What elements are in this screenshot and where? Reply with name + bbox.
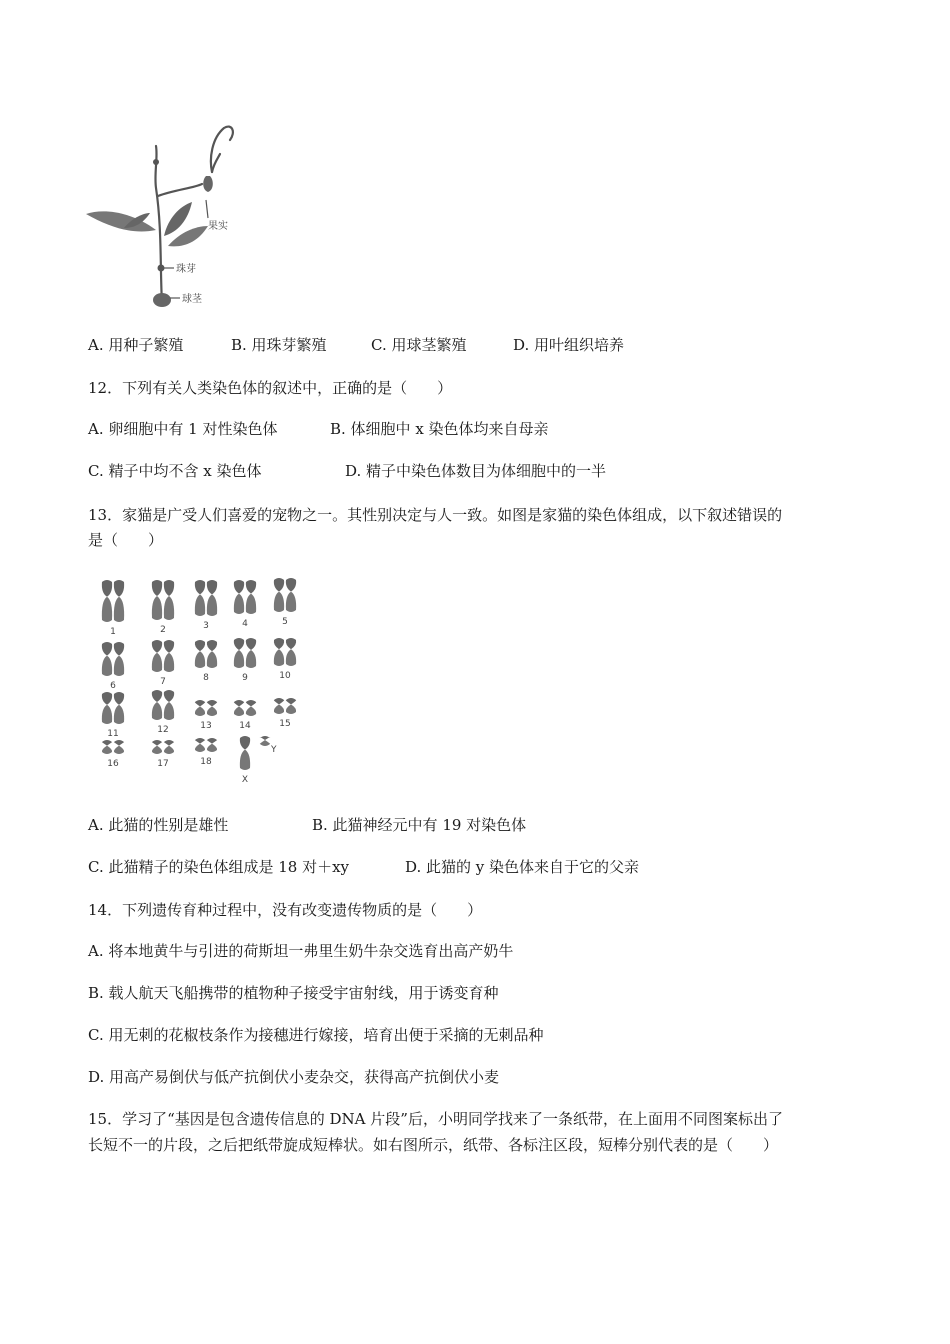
chromosome-number-label: 12 <box>157 725 169 735</box>
q13-option-a: A. 此猫的性别是雄性 <box>88 816 229 834</box>
chromosome-pair <box>195 580 217 616</box>
q15-stem-line1: 15．学习了“基因是包含遗传信息的 DNA 片段”后，小明同学找来了一条纸带，在上面用不同图案标出了 <box>88 1110 783 1128</box>
x-chromosome <box>240 736 250 770</box>
chromosome-pair <box>234 700 256 716</box>
y-chromosome <box>260 736 270 746</box>
q15-stem-line2: 长短不一的片段，之后把纸带旋成短棒状。如右图所示，纸带、各标注区段，短棒分别代表的是（ ） <box>88 1136 779 1154</box>
chromosome <box>207 700 217 716</box>
q13-stem-line1: 13．家猫是广受人们喜爱的宠物之一。其性别决定与人一致。如图是家猫的染色体组成，以下叙述错误的 <box>88 506 783 524</box>
chromosome <box>164 740 174 754</box>
chromosome-number-label: 5 <box>282 617 288 627</box>
q12-stem: 12．下列有关人类染色体的叙述中，正确的是（ ） <box>88 379 453 397</box>
chromosome-number-label: 18 <box>200 757 212 767</box>
chromosome-number-label: 8 <box>203 673 209 683</box>
chromosome <box>286 698 296 714</box>
chromosome-pair <box>152 690 174 720</box>
chromosome <box>274 578 284 612</box>
chromosome-pair <box>234 638 256 668</box>
chromosome-pair <box>102 740 124 754</box>
chromosome-number-label: 14 <box>239 721 251 731</box>
chromosome-pair <box>195 640 217 668</box>
chromosome <box>286 638 296 666</box>
q12-option-d: D. 精子中染色体数目为体细胞中的一半 <box>345 462 607 480</box>
chromosome-pair <box>274 638 296 666</box>
chromosome <box>114 740 124 754</box>
chromosome <box>234 638 244 668</box>
q14-option-a: A. 将本地黄牛与引进的荷斯坦一弗里生奶牛杂交选育出高产奶牛 <box>88 942 514 960</box>
chromosome <box>102 740 112 754</box>
chromosome-number-label: 6 <box>110 681 116 691</box>
q12-option-b: B. 体细胞中 x 染色体均来自母亲 <box>330 420 549 438</box>
chromosome <box>207 640 217 668</box>
chromosome-pair <box>102 692 124 724</box>
chromosome-number-label: 3 <box>203 621 209 631</box>
chromosome <box>234 700 244 716</box>
chromosome-pair <box>274 578 296 612</box>
chromosome <box>246 580 256 614</box>
fruit-label: 果实 <box>208 221 228 232</box>
x-chromosome-label: X <box>241 775 249 785</box>
chromosome <box>195 580 205 616</box>
chromosome-number-label: 17 <box>157 759 169 769</box>
chromosome-pair <box>152 740 174 754</box>
chromosome <box>274 638 284 666</box>
chromosome <box>274 698 284 714</box>
chromosome <box>234 580 244 614</box>
chromosome-pair <box>234 580 256 614</box>
q12-option-c: C. 精子中均不含 x 染色体 <box>88 462 262 480</box>
chromosome <box>246 638 256 668</box>
q11-option-b: B. 用珠芽繁殖 <box>231 336 327 354</box>
chromosome-number-label: 15 <box>279 719 291 729</box>
chromosome-pair <box>152 580 174 620</box>
q14-option-d: D. 用高产易倒伏与低产抗倒伏小麦杂交，获得高产抗倒伏小麦 <box>88 1068 500 1086</box>
plant-figure <box>84 118 254 313</box>
chromosome <box>164 580 174 620</box>
chromosome <box>152 690 162 720</box>
corm-label: 球茎 <box>182 294 202 305</box>
q13-option-c: C. 此猫精子的染色体组成是 18 对＋xy <box>88 858 350 876</box>
chromosome-pair <box>195 700 217 716</box>
q14-option-b: B. 载人航天飞船携带的植物种子接受宇宙射线，用于诱变育种 <box>88 984 499 1002</box>
chromosome <box>207 738 217 752</box>
chromosome-number-label: 1 <box>110 627 116 637</box>
chromosome-pair <box>102 642 124 676</box>
q11-option-d: D. 用叶组织培养 <box>513 336 625 354</box>
q11-option-a: A. 用种子繁殖 <box>88 336 184 354</box>
chromosome-pair <box>274 698 296 714</box>
chromosome-number-label: 10 <box>279 671 291 681</box>
y-chromosome-label: Y <box>271 745 277 755</box>
chromosome <box>195 640 205 668</box>
chromosome <box>164 690 174 720</box>
chromosome-number-label: 11 <box>107 729 119 739</box>
chromosome-number-label: 16 <box>107 759 119 769</box>
chromosome-number-label: 7 <box>160 677 166 687</box>
q13-option-d: D. 此猫的 y 染色体来自于它的父亲 <box>405 858 640 876</box>
chromosome-number-label: 2 <box>160 625 166 635</box>
karyotype-figure <box>88 572 318 787</box>
chromosome <box>195 738 205 752</box>
q14-option-c: C. 用无刺的花椒枝条作为接穗进行嫁接，培育出便于采摘的无刺品种 <box>88 1026 544 1044</box>
bulbil-label: 珠芽 <box>176 264 196 275</box>
chromosome <box>246 700 256 716</box>
chromosome <box>114 642 124 676</box>
chromosome-pair <box>152 640 174 672</box>
chromosome <box>152 640 162 672</box>
chromosome-pair <box>102 580 124 622</box>
chromosome-number-label: 13 <box>200 721 212 731</box>
q11-option-c: C. 用球茎繁殖 <box>371 336 467 354</box>
chromosome-pair <box>195 738 217 752</box>
chromosome-number-label: 4 <box>242 619 248 629</box>
chromosome <box>114 580 124 622</box>
q13-stem-line2: 是（ ） <box>88 531 164 549</box>
chromosome <box>207 580 217 616</box>
chromosome <box>195 700 205 716</box>
chromosome <box>152 580 162 620</box>
chromosome <box>152 740 162 754</box>
q14-stem: 14．下列遗传育种过程中，没有改变遗传物质的是（ ） <box>88 901 483 919</box>
chromosome <box>114 692 124 724</box>
chromosome <box>164 640 174 672</box>
chromosome <box>102 580 112 622</box>
q13-option-b: B. 此猫神经元中有 19 对染色体 <box>312 816 527 834</box>
chromosome-number-label: 9 <box>242 673 248 683</box>
chromosome <box>286 578 296 612</box>
chromosome <box>102 642 112 676</box>
chromosome <box>102 692 112 724</box>
q12-option-a: A. 卵细胞中有 1 对性染色体 <box>88 420 278 438</box>
